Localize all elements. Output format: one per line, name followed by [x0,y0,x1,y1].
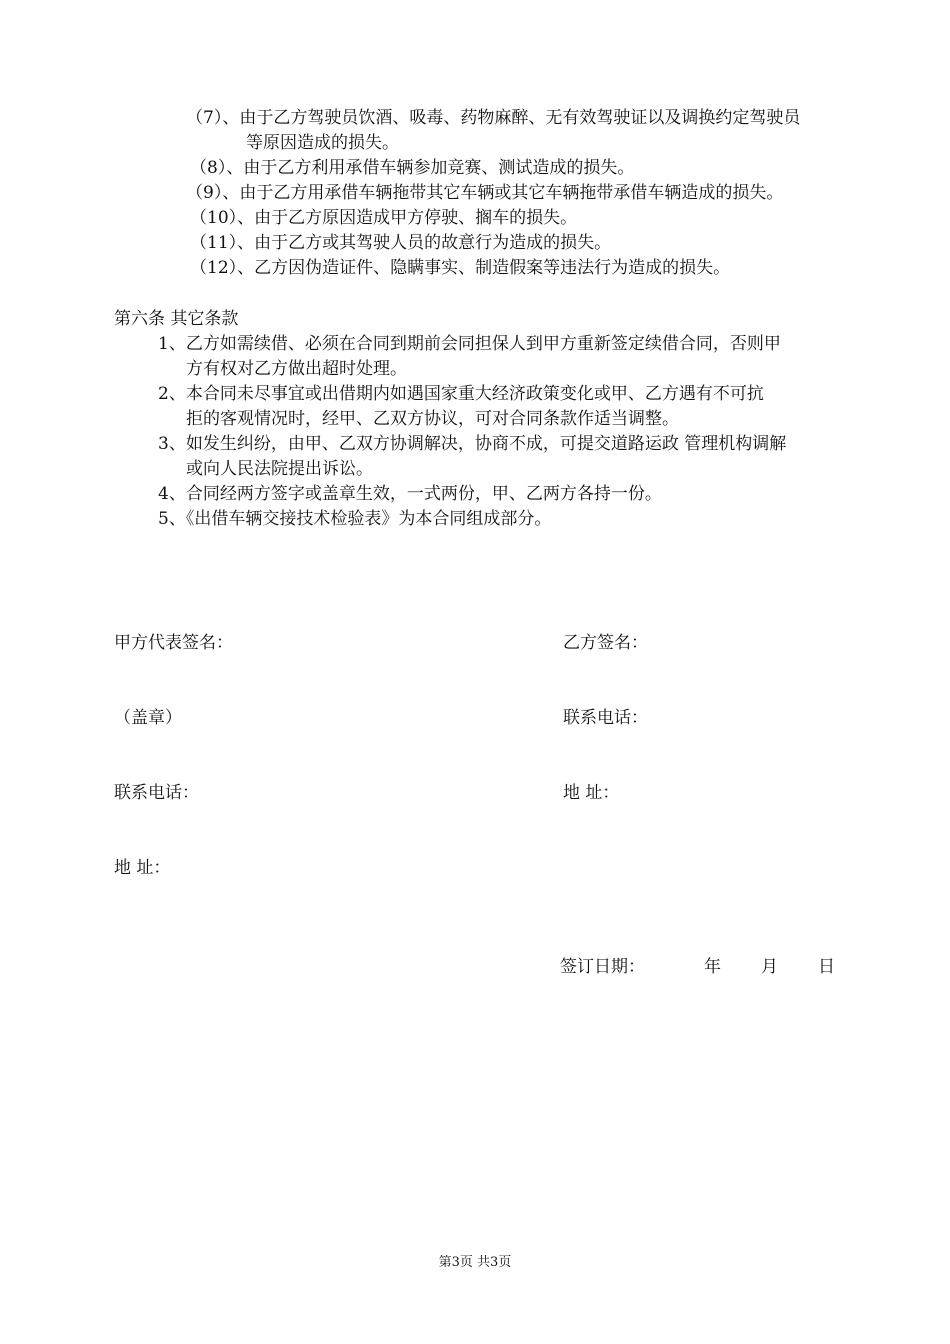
clause-8: （8）、由于乙方利用承借车辆参加竞赛、测试造成的损失。 [190,158,635,178]
date-year: 年 [704,957,721,977]
party-a-address-label: 地 址： [114,858,171,878]
signing-date-label: 签订日期： [560,957,645,977]
clause-10: （10）、由于乙方原因造成甲方停驶、搁车的损失。 [190,208,578,228]
clause-7-line1: （7）、由于乙方驾驶员饮酒、吸毒、药物麻醉、无有效驾驶证以及调换约定驾驶员 [186,108,801,128]
party-b-signature-label: 乙方签名： [563,633,648,653]
article-6-item-1-line1: 1、乙方如需续借、必须在合同到期前会同担保人到甲方重新签定续借合同，否则甲 [158,334,781,354]
clause-11: （11）、由于乙方或其驾驶人员的故意行为造成的损失。 [190,233,612,253]
article-6-item-2-line2: 拒的客观情况时，经甲、乙双方协议，可对合同条款作适当调整。 [186,409,679,429]
clause-12: （12）、乙方因伪造证件、隐瞒事实、制造假案等违法行为造成的损失。 [190,258,731,278]
party-a-representative-signature-label: 甲方代表签名： [114,633,233,653]
clause-9: （9）、由于乙方用承借车辆拖带其它车辆或其它车辆拖带承借车辆造成的损失。 [186,183,784,203]
article-6-item-5: 5、《出借车辆交接技术检验表》为本合同组成部分。 [158,509,552,529]
article-6-item-1-line2: 方有权对乙方做出超时处理。 [186,359,407,379]
party-b-phone-label: 联系电话： [563,708,648,728]
page-footer: 第3页 共3页 [438,1255,512,1270]
article-6-heading: 第六条 其它条款 [114,309,239,329]
article-6-item-4: 4、合同经两方签字或盖章生效，一式两份，甲、乙两方各持一份。 [158,484,662,504]
article-6-item-2-line1: 2、本合同未尽事宜或出借期内如遇国家重大经济政策变化或甲、乙方遇有不可抗 [158,384,764,404]
clause-7-line2: 等原因造成的损失。 [246,133,399,153]
article-6-item-3-line2: 或向人民法院提出诉讼。 [186,459,373,479]
party-a-phone-label: 联系电话： [114,783,199,803]
date-month: 月 [761,957,778,977]
seal-label: （盖章） [114,708,182,728]
party-b-address-label: 地 址： [563,783,620,803]
signing-date-row [560,955,645,979]
date-day: 日 [818,957,835,977]
article-6-item-3-line1: 3、如发生纠纷，由甲、乙双方协调解决，协商不成，可提交道路运政 管理机构调解 [158,434,787,454]
